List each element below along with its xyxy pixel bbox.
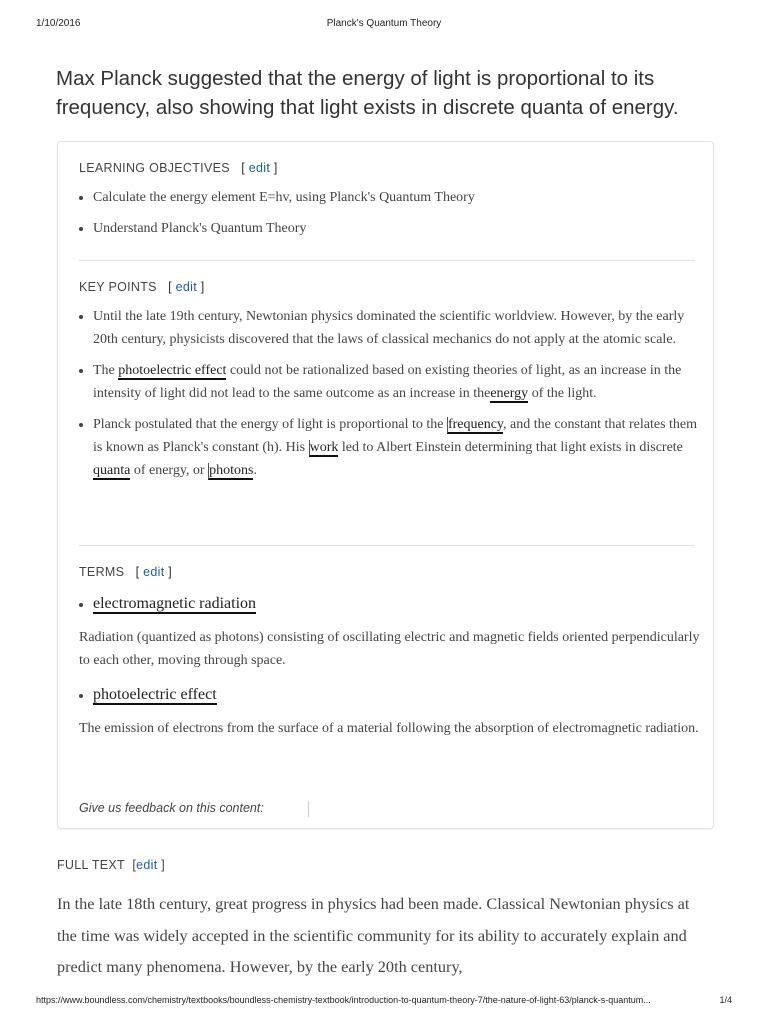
list-item: • Understand Planck's Quantum Theory bbox=[93, 217, 709, 240]
key-points-heading: KEY POINTS [ edit ] bbox=[79, 280, 205, 294]
text-span: of energy, or bbox=[130, 463, 209, 478]
list-item bbox=[93, 359, 709, 405]
terms-list bbox=[79, 593, 709, 752]
key-points-list bbox=[79, 305, 709, 490]
term-item bbox=[79, 593, 709, 672]
term-definition: Radiation (quantized as photons) consisting of oscillating electric and magnetic fields oriented perpendicularly to each other, moving through space. bbox=[79, 630, 700, 668]
learning-objectives-title: LEARNING OBJECTIVES bbox=[79, 161, 230, 175]
feedback-label: Give us feedback on this content: bbox=[79, 801, 264, 815]
section-divider bbox=[79, 260, 695, 261]
print-header bbox=[36, 18, 732, 32]
term-definition: The emission of electrons from the surface of a material following the absorption of electromagnetic radiation. bbox=[79, 721, 699, 736]
frequency-link[interactable]: frequency bbox=[447, 417, 504, 432]
term-item bbox=[79, 684, 709, 740]
text-span: led to Albert Einstein determining that light exists in discrete bbox=[338, 440, 683, 455]
full-text-heading: FULL TEXT [edit ] bbox=[57, 858, 166, 872]
photoelectric-effect-link[interactable]: photoelectric effect bbox=[118, 363, 227, 378]
list-item: • Calculate the energy element E=hv, using Planck's Quantum Theory bbox=[93, 186, 709, 209]
learning-objectives-edit-link[interactable]: edit bbox=[248, 161, 271, 175]
photons-link[interactable]: photons bbox=[209, 463, 254, 478]
feedback-input[interactable] bbox=[308, 801, 311, 817]
print-footer bbox=[36, 995, 732, 1009]
quanta-link[interactable]: quanta bbox=[93, 463, 131, 478]
section-divider bbox=[79, 545, 695, 546]
energy-link[interactable]: energy bbox=[490, 386, 529, 401]
list-item: • Until the late 19th century, Newtonian physics dominated the scientific worldview. However, by the early 20th century, physicists discovered that the laws of classical mechanics do not apply at the atomic scale. bbox=[93, 305, 709, 351]
print-page-title: Planck's Quantum Theory bbox=[326, 18, 442, 29]
list-item bbox=[93, 413, 709, 482]
key-points-title: KEY POINTS bbox=[79, 280, 157, 294]
full-text-body: In the late 18th century, great progress in physics had been made. Classical Newtonian physics at the time was widely accepted in the scientific community for its ability to accurately explain and predict many phenomena. However, by the early 20th century, bbox=[57, 894, 690, 976]
print-url: https://www.boundless.com/chemistry/textbooks/boundless-chemistry-textbook/introduction-to-quantum-theory-7/the-nature-of-light-63/planck-s-quantum... bbox=[36, 995, 651, 1005]
text-span: Planck postulated that the energy of light is proportional to the bbox=[93, 417, 447, 432]
terms-edit-link[interactable]: edit bbox=[143, 565, 165, 579]
learning-objectives-list bbox=[79, 186, 709, 248]
text-span: . bbox=[253, 463, 257, 478]
terms-title: TERMS bbox=[79, 565, 125, 579]
text-span: could not be rationalized based on existing theories of light, as an increase in the intensity of light did not lead to the same outcome as an increase in the bbox=[93, 363, 682, 401]
text-span: The bbox=[93, 363, 119, 378]
term-link-electromagnetic-radiation[interactable]: electromagnetic radiation bbox=[93, 595, 257, 612]
terms-heading: TERMS [ edit ] bbox=[79, 565, 173, 579]
print-date: 1/10/2016 bbox=[36, 18, 81, 29]
print-page-number: 1/4 bbox=[719, 995, 732, 1005]
work-link[interactable]: work bbox=[309, 440, 339, 455]
term-link-photoelectric-effect[interactable]: photoelectric effect bbox=[93, 686, 217, 703]
text-span: , and the constant that relates them is known as Planck's constant (h). His bbox=[93, 417, 698, 455]
page-headline: Max Planck suggested that the energy of light is proportional to its frequency, also showing that light exists in discrete quanta of energy. bbox=[56, 67, 679, 119]
learning-objectives-heading: LEARNING OBJECTIVES [ edit ] bbox=[79, 161, 278, 175]
key-points-edit-link[interactable]: edit bbox=[175, 280, 198, 294]
summary-box bbox=[57, 141, 714, 829]
full-text-title: FULL TEXT bbox=[57, 858, 125, 872]
full-text-edit-link[interactable]: edit bbox=[136, 858, 158, 872]
text-span: of the light. bbox=[528, 386, 597, 401]
